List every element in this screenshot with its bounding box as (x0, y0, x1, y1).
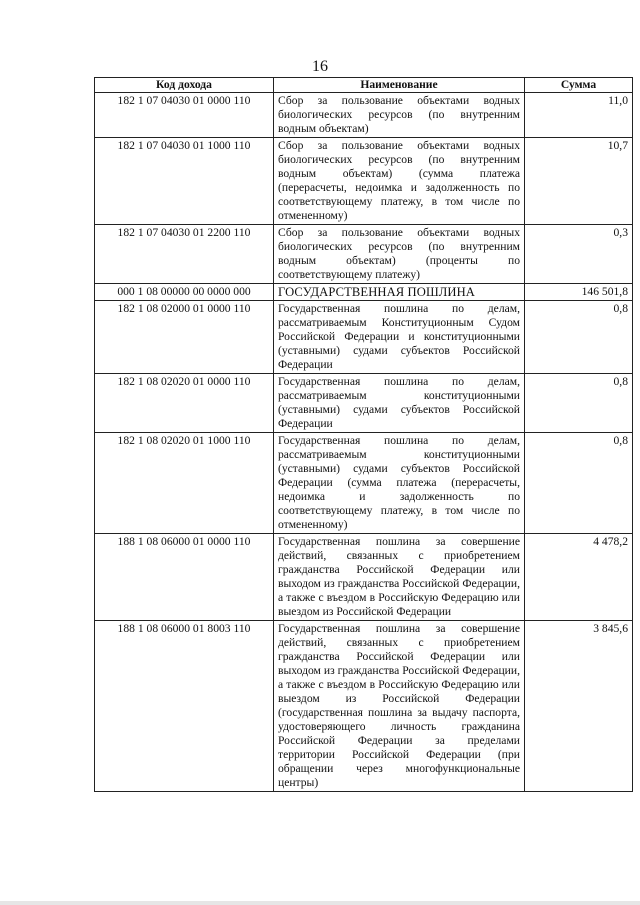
table-row (95, 225, 633, 284)
header-code: Код дохода (95, 78, 274, 93)
cell-name: Сбор за пользование объектами водных биологических ресурсов (по внутренним водным объектам) (сумма платежа (перерасчеты, недоимка и задолженность по соответствующему платежу, в том числе по отмененному) (274, 138, 525, 225)
cell-sum: 3 845,6 (525, 621, 633, 792)
table-row (95, 534, 633, 621)
cell-code: 182 1 08 02020 01 1000 110 (95, 433, 274, 534)
cell-code: 000 1 08 00000 00 0000 000 (95, 284, 274, 301)
header-name: Наименование (274, 78, 525, 93)
table-header (95, 78, 633, 93)
page-number: 16 (312, 58, 328, 75)
table-row (95, 138, 633, 225)
cell-name: Сбор за пользование объектами водных биологических ресурсов (по внутренним водным объектам) (274, 93, 525, 138)
cell-sum: 0,3 (525, 225, 633, 284)
cell-sum: 11,0 (525, 93, 633, 138)
table-row (95, 433, 633, 534)
cell-name: Государственная пошлина по делам, рассматриваемым конституционными (уставными) судами субъектов Российской Федерации (сумма платежа (перерасчеты, недоимка и задолженность по соответствующему платежу, в том числе по отмененному) (274, 433, 525, 534)
cell-code: 182 1 07 04030 01 0000 110 (95, 93, 274, 138)
table-row (95, 301, 633, 374)
table-row-section (95, 284, 633, 301)
cell-sum: 0,8 (525, 374, 633, 433)
table-row (95, 93, 633, 138)
scan-edge (0, 901, 640, 905)
cell-name: Государственная пошлина по делам, рассматриваемым конституционными (уставными) судами субъектов Российской Федерации (274, 374, 525, 433)
cell-sum: 0,8 (525, 301, 633, 374)
cell-name: Государственная пошлина по делам, рассматриваемым Конституционным Судом Российской Федерации и конституционными (уставными) судами субъектов Российской Федерации (274, 301, 525, 374)
revenue-table (94, 77, 633, 792)
header-sum: Сумма (525, 78, 633, 93)
cell-sum: 146 501,8 (525, 284, 633, 301)
cell-code: 188 1 08 06000 01 0000 110 (95, 534, 274, 621)
header-row (95, 78, 633, 93)
cell-code: 182 1 07 04030 01 1000 110 (95, 138, 274, 225)
cell-code: 182 1 08 02020 01 0000 110 (95, 374, 274, 433)
cell-sum: 4 478,2 (525, 534, 633, 621)
cell-name: ГОСУДАРСТВЕННАЯ ПОШЛИНА (274, 284, 525, 301)
cell-sum: 10,7 (525, 138, 633, 225)
table-body (95, 93, 633, 792)
cell-code: 188 1 08 06000 01 8003 110 (95, 621, 274, 792)
cell-name: Государственная пошлина за совершение действий, связанных с приобретением гражданства Российской Федерации или выходом из гражданства Российской Федерации, а также с въездом в Российскую Федерацию или выездом из Российской Федерации (274, 534, 525, 621)
table-row (95, 374, 633, 433)
cell-code: 182 1 08 02000 01 0000 110 (95, 301, 274, 374)
cell-name: Сбор за пользование объектами водных биологических ресурсов (по внутренним водным объектам) (проценты по соответствующему платежу) (274, 225, 525, 284)
table-row (95, 621, 633, 792)
cell-code: 182 1 07 04030 01 2200 110 (95, 225, 274, 284)
cell-sum: 0,8 (525, 433, 633, 534)
cell-name: Государственная пошлина за совершение действий, связанных с приобретением гражданства Российской Федерации или выходом из гражданства Российской Федерации, а также с въездом в Российскую Федерацию или выездом из Российской Федерации (государственная пошлина за выдачу паспорта, удостоверяющего личность гражданина Российской Федерации за пределами территории Российской Федерации (при обращении через многофункциональные центры) (274, 621, 525, 792)
